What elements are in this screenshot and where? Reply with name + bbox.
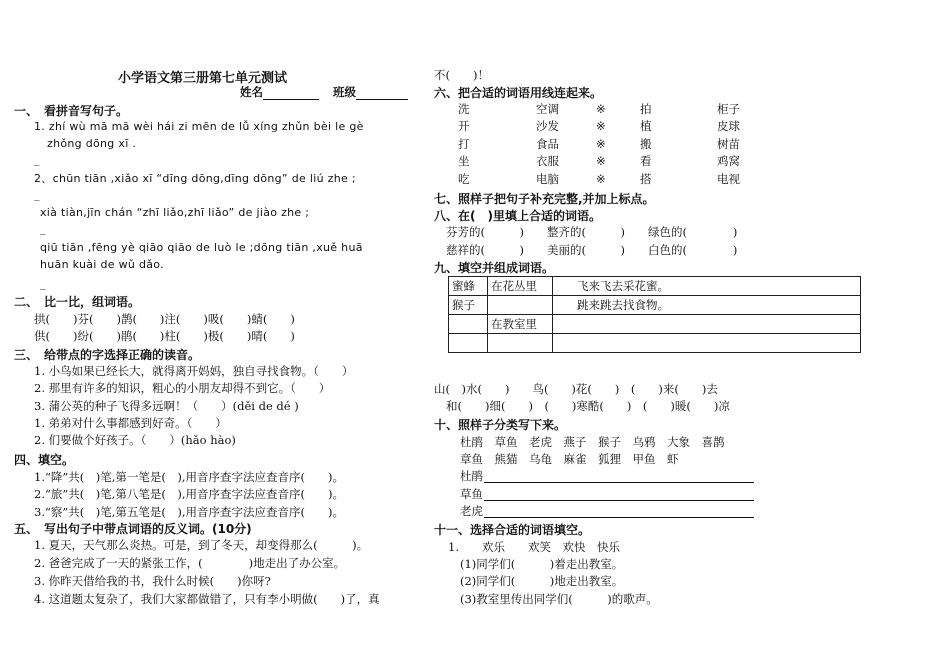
match-word[interactable]: 柜子 [717,102,740,116]
antonym-line: 2. 爸爸完成了一天的紧张工作，( )地走出了办公室。 [34,556,346,570]
question-line: 1. 小鸟如果已经长大，就得离开妈妈，独自寻找食物。（ ） [34,364,354,378]
table-cell[interactable] [488,334,553,353]
match-word[interactable]: 电视 [717,171,740,186]
section-9-heading: 九、填空并组成词语。 [434,261,555,275]
answer-blank[interactable]: _ [40,277,46,290]
antonym-line: 4. 这道题太复杂了，我们大家都做错了，只有李小明做( )了，真 [34,592,380,606]
section-11-heading: 十一、选择合适的词语填空。 [434,523,591,537]
match-column-verbs-1 [458,101,470,188]
match-column-nouns-2 [717,101,740,188]
section-3-heading: 三、 给带点的字选择正确的读音。 [14,348,201,362]
table-row [449,296,861,315]
match-word[interactable]: 空调 [536,102,559,116]
match-column-nouns-1 [536,101,559,188]
table-cell[interactable]: 飞来飞去采花蜜。 [553,277,861,296]
table-cell[interactable] [488,296,553,315]
fill-words-row: 芬芳的( ) 整齐的( ) 绿色的( ) [446,225,738,239]
pinyin-line: zhǒng dōng xī . [47,137,137,150]
fill-line: 2.“旅”共( )笔,第八笔是( ),用音序查字法应查音序( )。 [34,487,344,501]
match-word[interactable]: 坐 [458,154,470,169]
match-word[interactable]: 拍 [640,102,652,116]
section-2-heading: 二、 比一比，组词语。 [14,295,141,309]
match-word[interactable]: 打 [458,136,470,151]
match-word[interactable]: 洗 [458,102,470,116]
pinyin-line: 1. zhí wù mā mā wèi hái zi mēn de lǚ xíng zhǔn bèi le gè [34,120,364,133]
compare-row: 供( )纷( )鹃( )柱( )极( )晴( ) [34,329,295,343]
separator-icon: ※ [596,119,606,134]
section-1-heading: 一、 看拼音写句子。 [14,104,129,118]
table-cell[interactable]: 在教室里 [488,315,553,334]
table-row [449,334,861,353]
choice-line: (3)教室里传出同学们( )的歌声。 [460,592,658,606]
table-row [449,315,861,334]
separator-icon: ※ [596,136,606,151]
continued-text: 不( )！ [434,68,489,82]
separator-icon: ※ [596,154,606,169]
pinyin-line: huān kuài de wǔ dǎo. [40,258,164,271]
answer-blank[interactable]: _ [34,153,40,166]
match-word[interactable]: 树苗 [717,136,740,151]
match-word[interactable]: 食品 [536,136,559,151]
table-cell[interactable] [449,315,488,334]
student-info [240,84,408,100]
section-7-heading: 七、照样子把句子补充完整,并加上标点。 [434,192,655,206]
fill-words-row: 慈祥的( ) 美丽的( ) 白色的( ) [446,243,738,257]
match-column-verbs-2 [640,101,652,188]
choice-line: (1)同学们( )着走出教室。 [460,557,624,571]
table-row [449,277,861,296]
category-answer-line[interactable] [484,482,754,483]
match-word[interactable]: 沙发 [536,119,559,134]
category-answer-line[interactable] [484,517,754,518]
match-word[interactable]: 吃 [458,171,470,186]
category-answer-line[interactable] [484,500,754,501]
name-blank[interactable] [263,99,319,100]
category-label: 草鱼 [460,487,483,501]
table-cell[interactable]: 跳来跳去找食物。 [553,296,861,315]
answer-blank[interactable]: _ [34,188,40,201]
match-separator-column [596,101,606,188]
pinyin-line: 2、chūn tiān ,xiǎo xī “dīng dōng,dīng dōng” de liú zhe ; [34,172,356,185]
question-line: 3. 蒲公英的种子飞得多远啊！（ ）(děi de dé ) [34,399,299,413]
compare-row: 拱( )芬( )鹊( )注( )吸( )蜻( ) [34,312,295,326]
table-cell[interactable]: 蜜蜂 [449,277,488,296]
fill-pairs-row: 和( )细( ) ( )寒酷( ) ( )暖( )凉 [446,399,730,413]
match-word[interactable]: 衣服 [536,154,559,169]
word-options: 1. 欢乐 欢笑 欢快 快乐 [448,540,620,554]
category-label: 杜鹃 [460,469,483,483]
class-label: 班级 [333,85,357,99]
match-word[interactable]: 鸡窝 [717,154,740,169]
section-5-heading: 五、 写出句子中带点词语的反义词。(10分) [14,522,252,536]
word-list: 章鱼 熊猫 乌龟 麻雀 狐狸 甲鱼 虾 [460,452,679,466]
match-word[interactable]: 搬 [640,136,652,151]
table-cell[interactable]: 猴子 [449,296,488,315]
question-line: 1. 弟弟对什么事都感到好奇。（ ） [34,416,227,430]
separator-icon: ※ [596,171,606,186]
table-cell[interactable]: 在花丛里 [488,277,553,296]
question-line: 2. 们要做个好孩子。（ ）(hǎo hào) [34,433,236,447]
antonym-line: 3. 你昨天借给我的书，我什么时候( )你呀? [34,574,271,588]
match-word[interactable]: 皮球 [717,119,740,134]
match-word[interactable]: 开 [458,119,470,134]
class-blank[interactable] [356,99,408,100]
fill-line: 3.“察”共( )笔,第五笔是( ),用音序查字法应查音序( )。 [34,505,344,519]
choice-line: (2)同学们( )地走出教室。 [460,574,624,588]
pinyin-line: xià tiàn,jīn chán “zhī liǎo,zhī liǎo” de jiào zhe ; [40,206,310,219]
fill-line: 1.“降”共( )笔,第一笔是( ),用音序查字法应查音序( )。 [34,470,344,484]
section-8-heading: 八、在( )里填上合适的词语。 [434,209,601,223]
match-word[interactable]: 电脑 [536,171,559,186]
page-title: 小学语文第三册第七单元测试 [118,71,288,86]
section-6-heading: 六、把合适的词语用线连起来。 [434,86,603,100]
name-label: 姓名 [240,85,263,99]
match-word[interactable]: 搭 [640,171,652,186]
fill-pairs-row: 山( )水( ) 鸟( )花( ) ( )来( )去 [434,382,718,396]
section-10-heading: 十、照样子分类写下来。 [434,418,567,432]
section-4-heading: 四、填空。 [14,453,75,467]
fill-table [448,276,861,353]
table-cell[interactable] [553,334,861,353]
match-word[interactable]: 植 [640,119,652,134]
answer-blank[interactable]: _ [40,222,46,235]
match-word[interactable]: 看 [640,154,652,169]
category-label: 老虎 [460,504,483,518]
pinyin-line: qiū tiān ,fēng yè qiāo qiāo de luò le ;dōng tiān ,xuě huā [40,241,363,254]
table-cell[interactable] [553,315,861,334]
question-line: 2. 那里有许多的知识，粗心的小朋友却得不到它。（ ） [34,381,331,395]
separator-icon: ※ [596,102,606,116]
word-list: 杜鹃 草鱼 老虎 燕子 猴子 乌鸦 大象 喜鹊 [460,435,725,449]
table-cell[interactable] [449,334,488,353]
antonym-line: 1. 夏天，天气那么炎热。可是，到了冬天，却变得那么( )。 [34,538,369,552]
